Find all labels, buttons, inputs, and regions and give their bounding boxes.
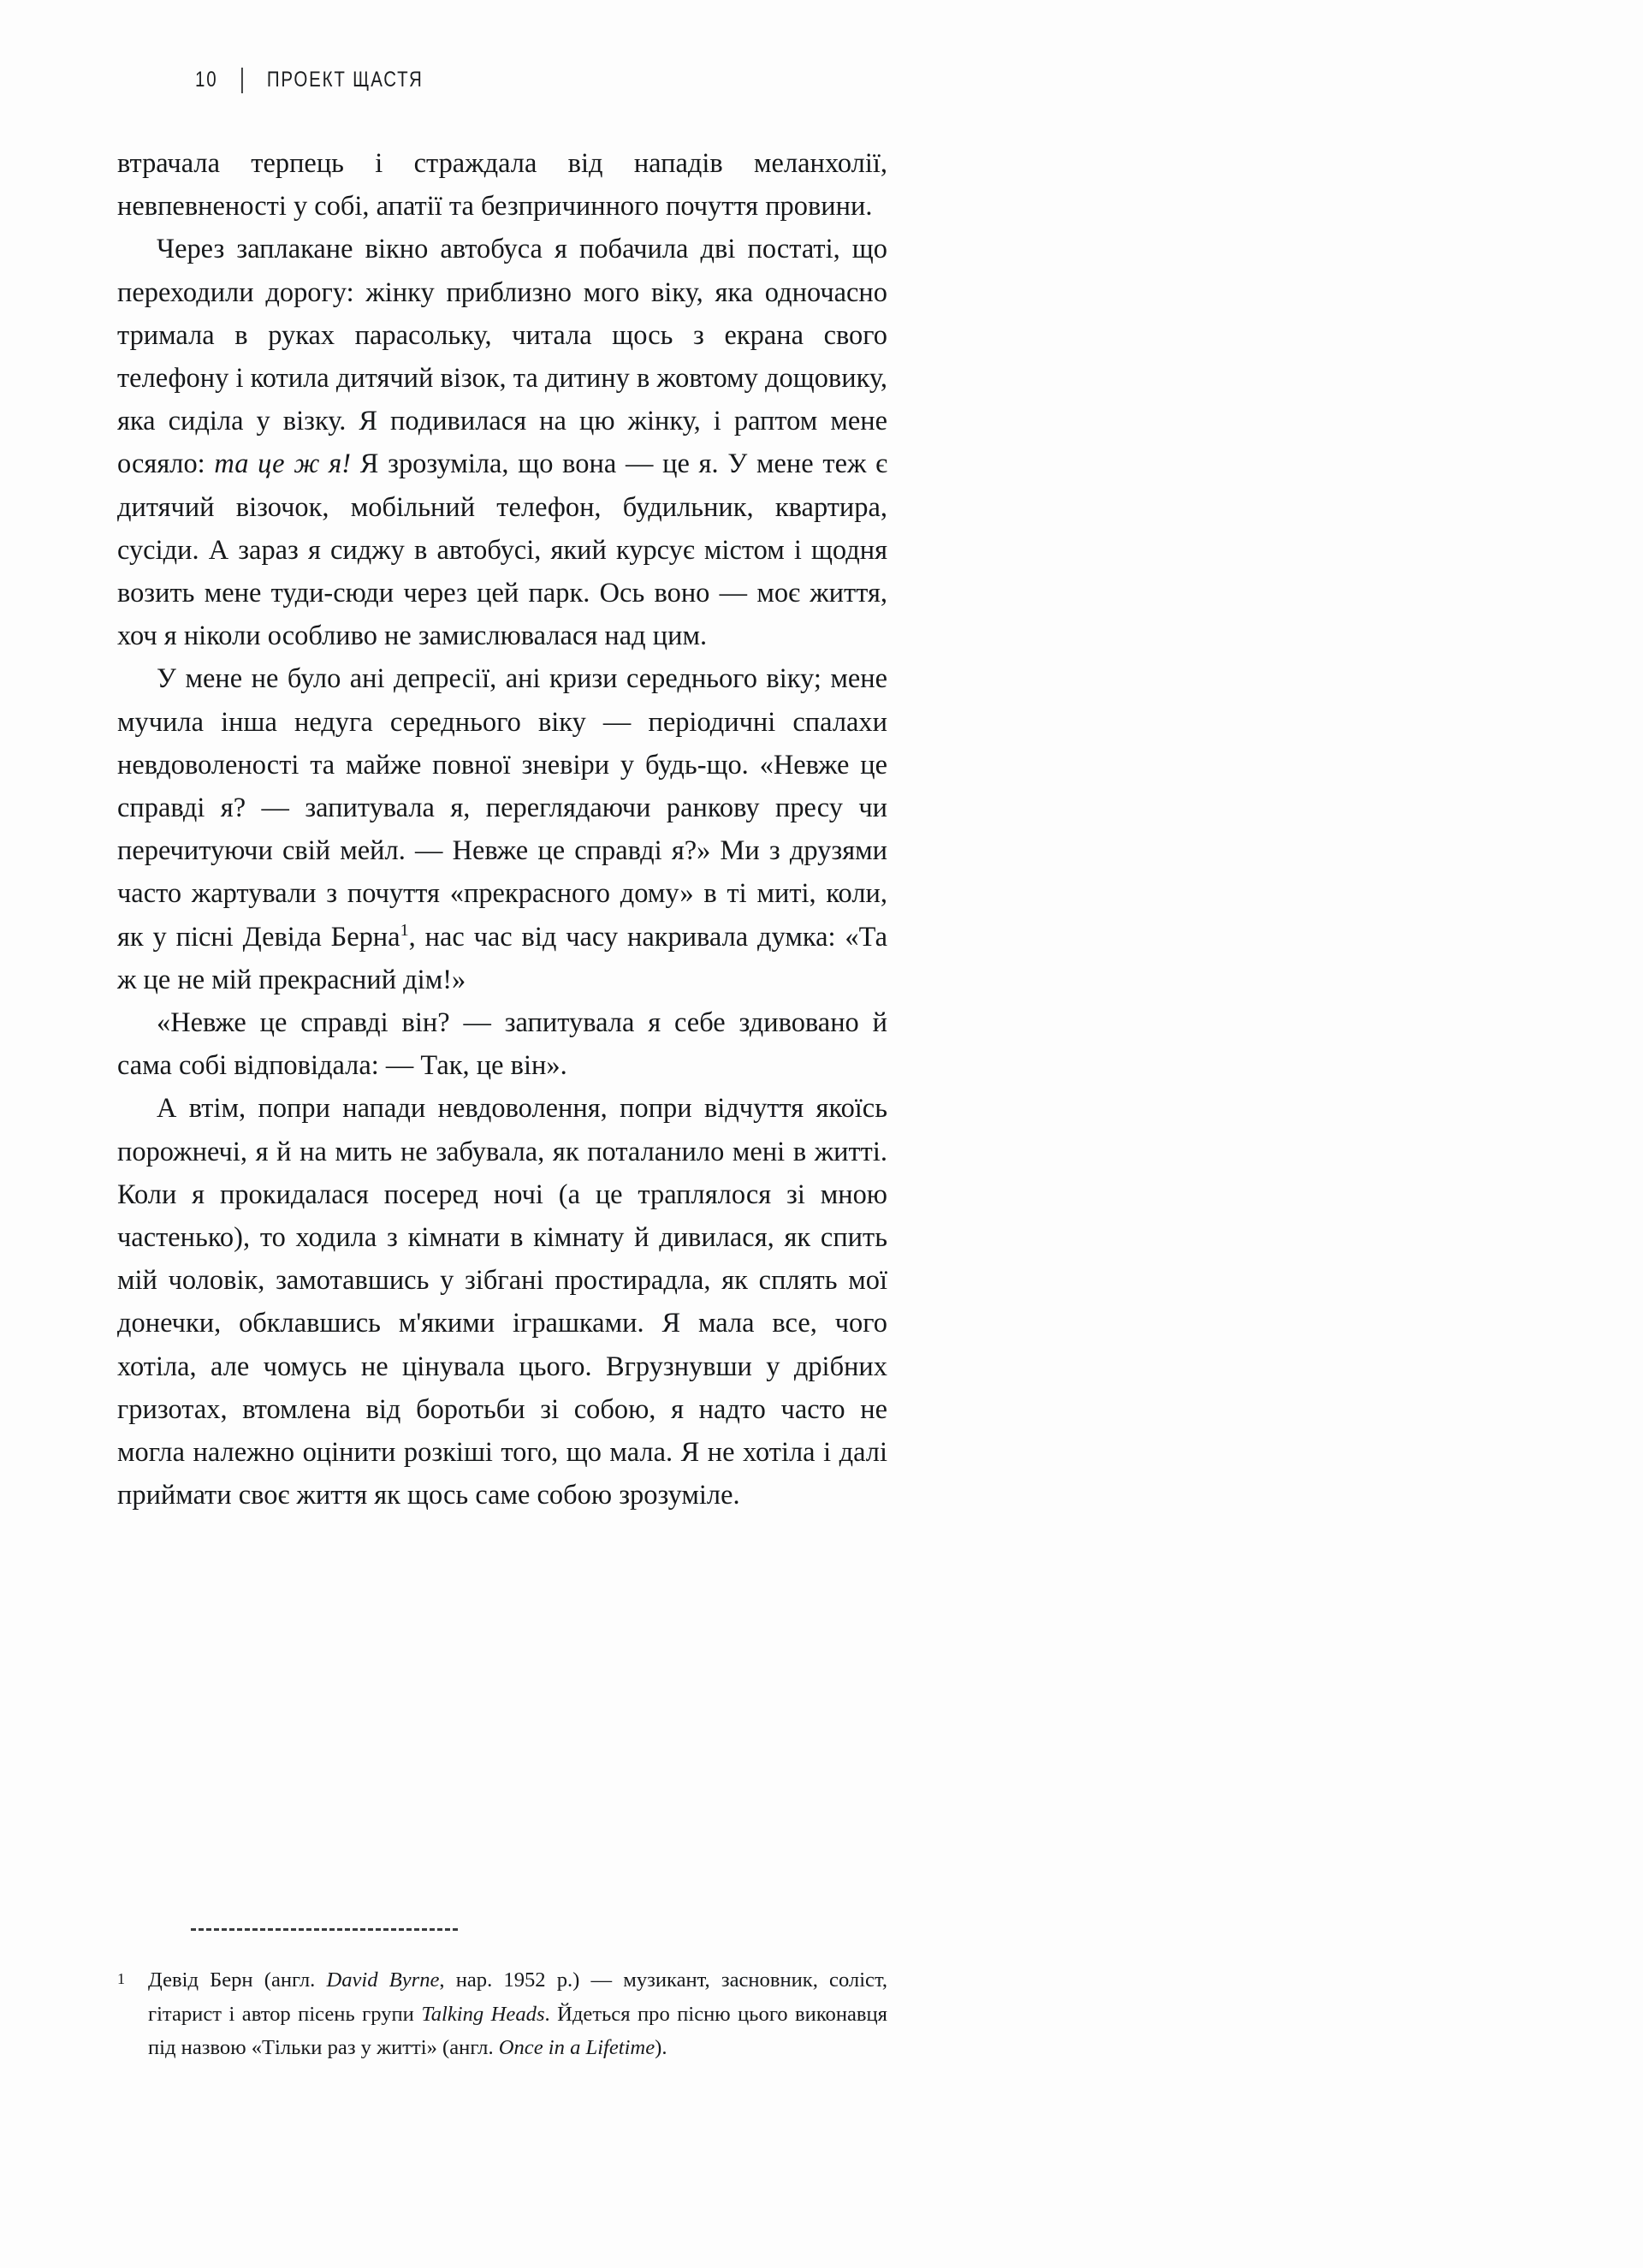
paragraph: А втім, попри напади невдоволення, попри відчуття якоїсь порожнечі, я й на мить не забувала, як поталанило мені в житті. Коли я прокидалася посеред ночі (а це траплялося зі мною частенько), то ходила з кімнати в кімнату й дивилася, як спить мій чоловік, замотавшись у зібгані простирадла, як сплять мої донечки, обклавшись м'якими іграшками. Я мала все, чого хотіла, але чомусь не цінувала цього. Вгрузнувши у дрібних гризотах, втомлена від боротьби зі собою, я надто часто не могла належно оцінити розкіші того, що мала. Я не хотіла і далі приймати своє життя як щось саме собою зрозуміле.: [117, 1093, 887, 1511]
footnote-marker: 1: [117, 1970, 125, 1987]
running-head-divider: [241, 68, 243, 93]
footnote-separator-rule: [191, 1928, 458, 1931]
footnote-zone: [117, 1928, 887, 2065]
paragraph: Через заплакане вікно автобуса я побачила дві постаті, що переходили дорогу: жінку приблизно мого віку, яка одночасно тримала в руках парасольку, читала щось з екрана свого телефону і котила дитячий візок, та дитину в жовтому дощовику, яка сиділа у візку. Я подивилася на цю жінку, і раптом мене осяяло: та це ж я! Я зрозуміла, що вона — це я. У мене теж є дитячий візочок, мобільний телефон, будильник, квартира, сусіди. А зараз я сиджу в автобусі, який курсує містом і щодня возить мене туди-сюди через цей парк. Ось воно — моє життя, хоч я ніколи особливо не замислювалася над цим.: [117, 234, 888, 652]
chapter-title: ПРОЕКТ ЩАСТЯ: [266, 67, 424, 92]
footnote-item: [117, 1963, 887, 2065]
paragraph: У мене не було ані депресії, ані кризи середнього віку; мене мучила інша недуга середнього віку — періодичні спалахи невдоволеності та майже повної зневіри у будь-що. «Невже це справді я? — запитувала я, переглядаючи ранкову пресу чи перечитуючи свій мейл. — Невже це справді я?» Ми з друзями часто жартували з почуття «прекрасного дому» в ті миті, коли, як у пісні Девіда Берна$^1$, нас час від часу накривала думка: «Та ж це не мій прекрасний дім!»: [117, 663, 887, 995]
page-number: 10: [195, 67, 218, 92]
running-head: [195, 67, 424, 92]
paragraph: втрачала терпець і страждала від нападів меланхолії, невпевненості у собі, апатії та безпричинного почуття провини.: [117, 148, 887, 223]
paragraph: «Невже це справді він? — запитувала я себе здивовано й сама собі відповідала: — Так, це він».: [117, 1007, 887, 1082]
body-text-block: [117, 142, 887, 1517]
footnote-list: [117, 1963, 887, 2065]
footnote-text: Девід Берн (англ. David Byrne, нар. 1952 р.) — музикант, засновник, соліст, гітарист і автор пісень групи Talking Heads. Йдеться про пісню цього виконавця під назвою «Тільки раз у житті» (англ. Once in a Lifetime).: [148, 1968, 887, 2059]
